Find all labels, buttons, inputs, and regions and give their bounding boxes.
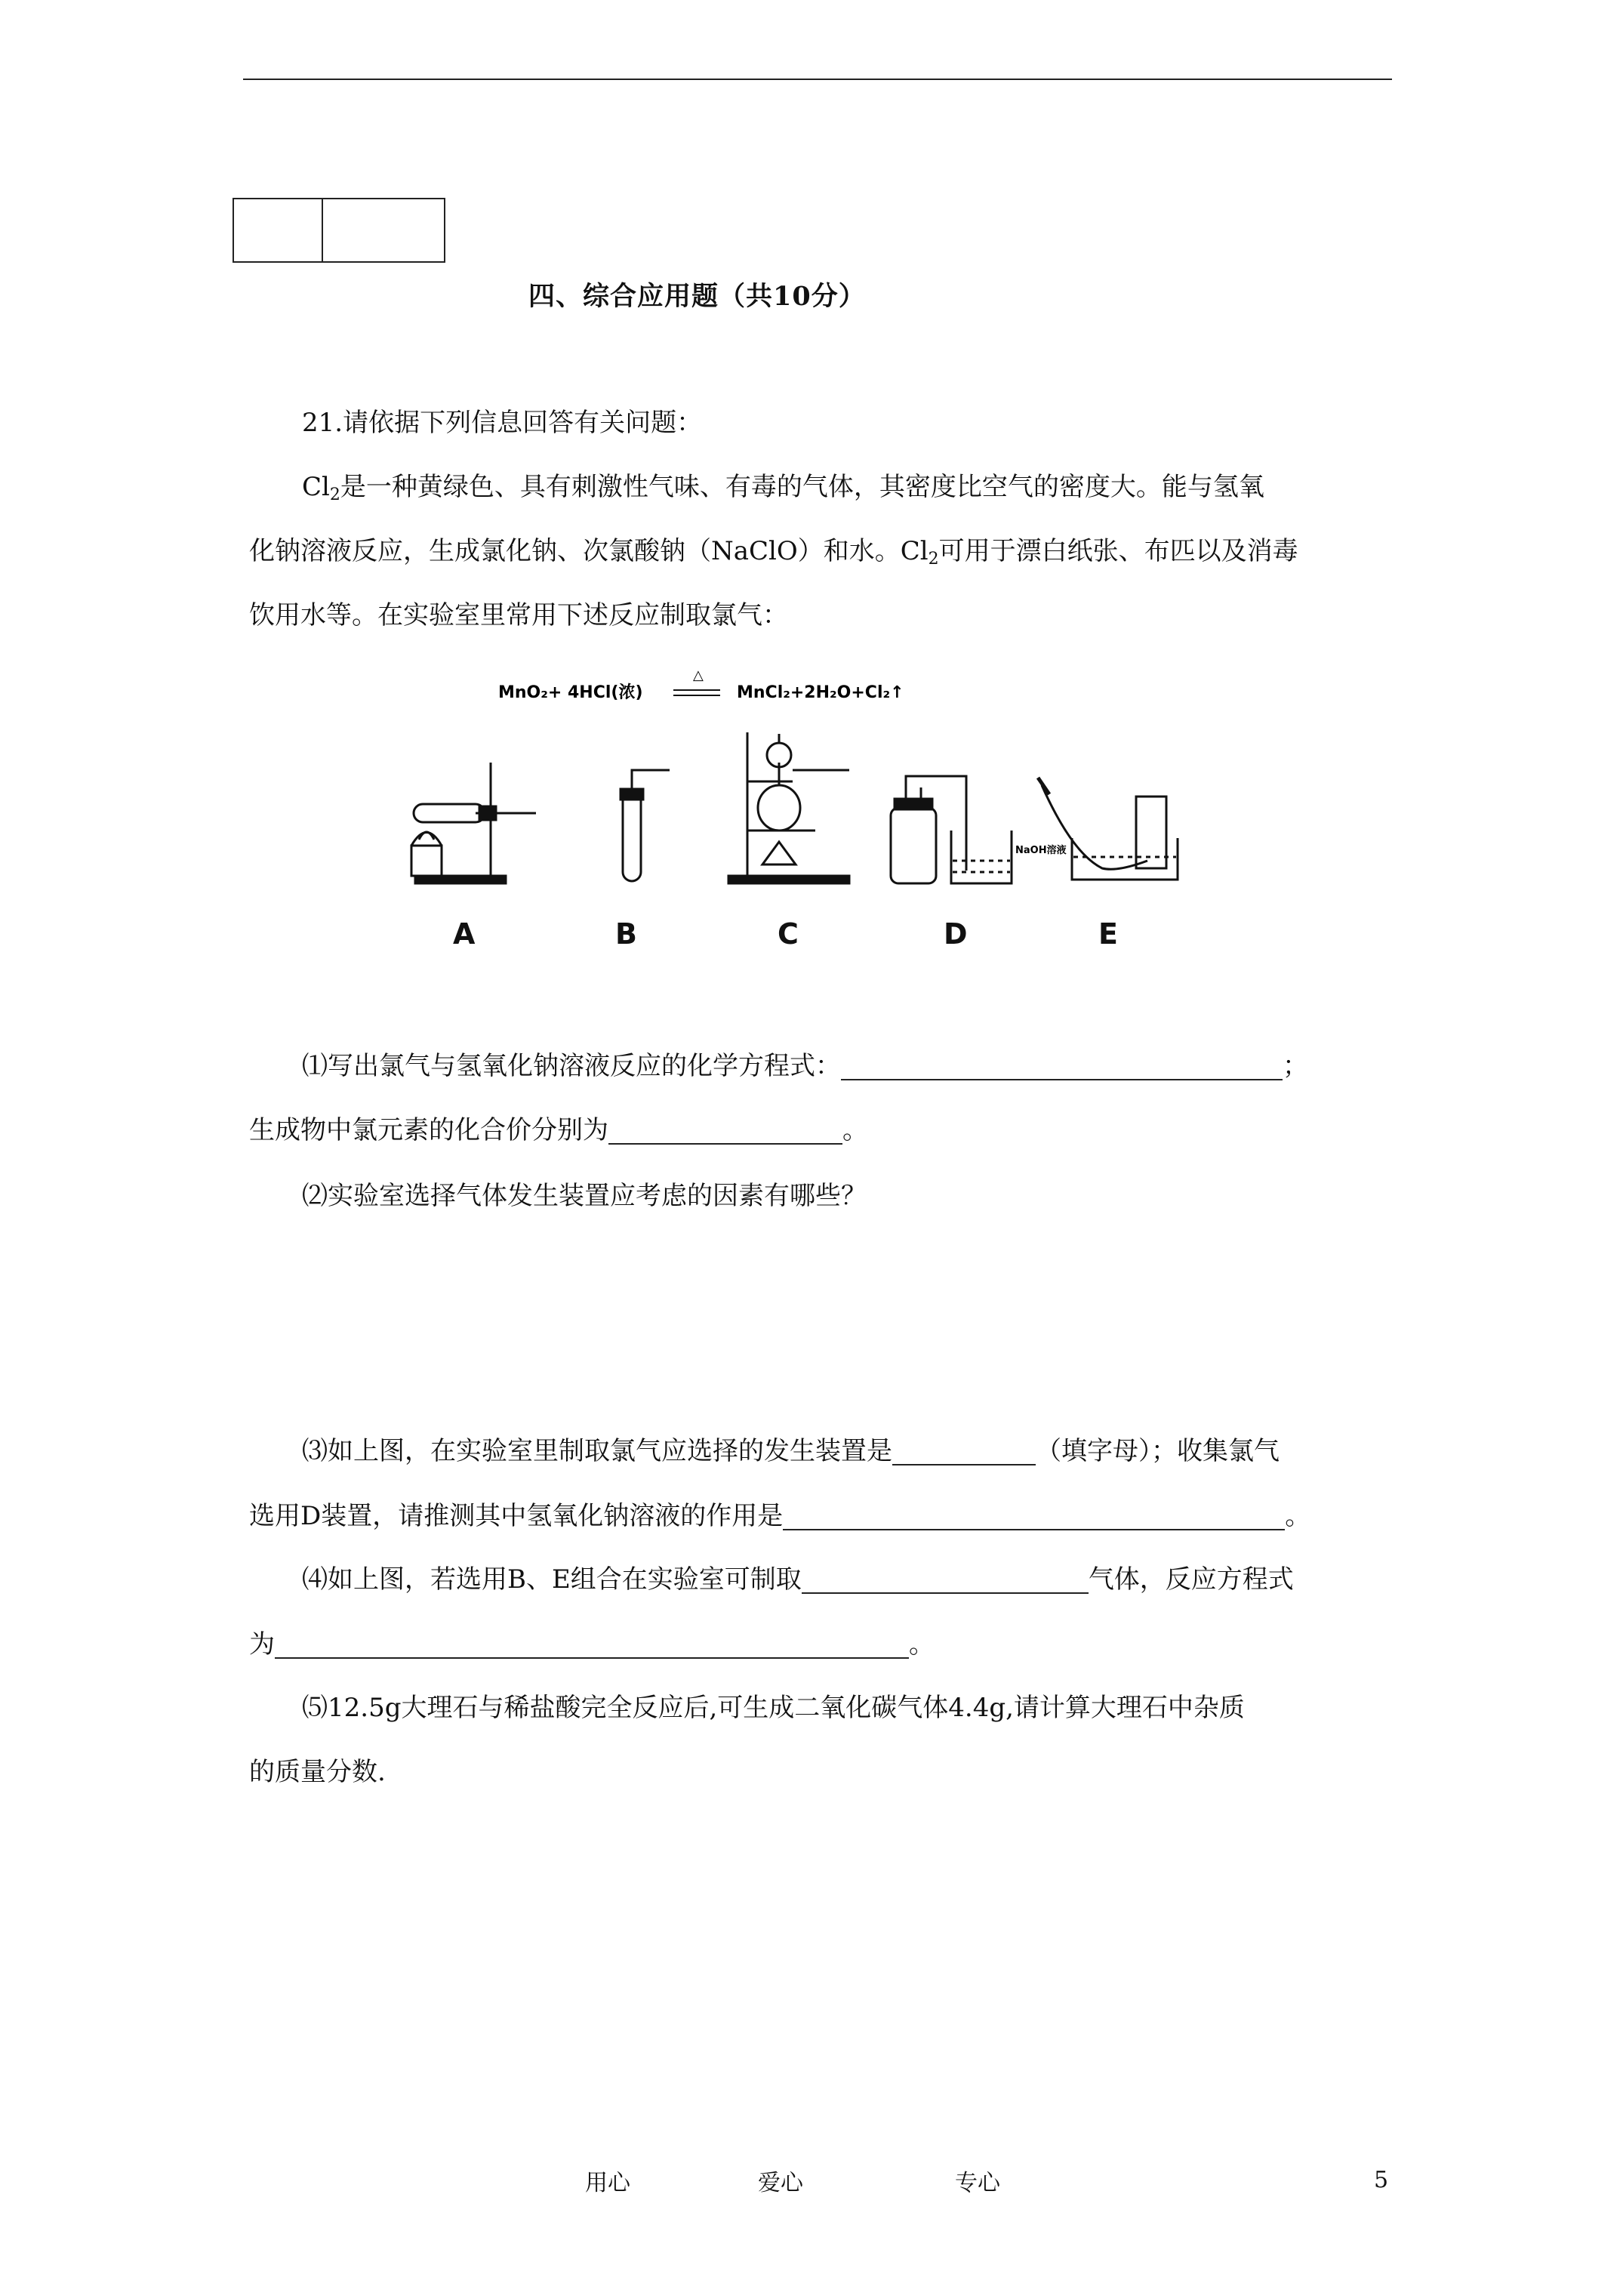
page-number: 5 (1374, 2167, 1389, 2193)
answer-blank[interactable] (802, 1567, 1089, 1594)
q2-line: ⑵实验室选择气体发生装置应考虑的因素有哪些？ (302, 1181, 867, 1211)
question-intro: 21.请依据下列信息回答有关问题： (302, 408, 703, 438)
header-rule (243, 79, 1392, 80)
apparatus-a (411, 763, 536, 883)
apparatus-c (728, 732, 849, 883)
question-text: 气体，反应方程式 (1088, 1564, 1294, 1595)
text-segment: 化钠溶液反应，生成氯化钠、次氯酸钠（NaClO）和水。Cl (249, 536, 929, 566)
q5-line1: ⑸12.5g大理石与稀盐酸完全反应后,可生成二氧化碳气体4.4g,请计算大理石中杂质 (302, 1693, 1245, 1723)
text-segment: Cl (302, 472, 330, 502)
footer-left: 用心 (585, 2170, 630, 2196)
question-text: ⑷如上图，若选用B、E组合在实验室可制取 (302, 1564, 802, 1595)
q4-line1 (302, 1563, 1294, 1596)
footer-right: 专心 (955, 2170, 1000, 2196)
punctuation: 。 (909, 1629, 935, 1660)
q1-line1 (302, 1049, 1308, 1083)
section-title: 四、综合应用题（共10分） (528, 281, 866, 312)
q4-line2 (249, 1628, 935, 1661)
naoh-label: NaOH溶液 (1015, 845, 1067, 856)
answer-blank[interactable] (841, 1053, 1283, 1080)
question-text: 选用D装置，请推测其中氢氧化钠溶液的作用是 (249, 1501, 784, 1531)
apparatus-label-e: E (1098, 917, 1118, 951)
question-text: ⑶如上图，在实验室里制取氯气应选择的发生装置是 (302, 1436, 892, 1466)
para1-line1 (302, 470, 1264, 504)
q1-line2 (249, 1114, 868, 1147)
punctuation: 。 (842, 1115, 868, 1145)
answer-blank[interactable] (783, 1503, 1285, 1530)
chemical-equation (498, 664, 951, 710)
apparatus-b (621, 770, 670, 881)
answer-blank[interactable] (608, 1117, 842, 1145)
apparatus-e (1038, 778, 1178, 880)
score-box (233, 198, 445, 263)
question-text: 生成物中氯元素的化合价分别为 (249, 1115, 608, 1145)
equation-rhs: MnCl₂+2H₂O+Cl₂↑ (737, 683, 904, 702)
text-segment: 是一种黄绿色、具有刺激性气味、有毒的气体，其密度比空气的密度大。能与氢氧 (340, 472, 1264, 502)
question-text: （填字母）；收集氯气 (1036, 1436, 1280, 1466)
para1-line3: 饮用水等。在实验室里常用下述反应制取氯气： (249, 600, 788, 630)
question-text: ⑴写出氯气与氢氧化钠溶液反应的化学方程式： (302, 1051, 841, 1081)
subscript: 2 (329, 485, 340, 504)
score-box-divider (322, 199, 323, 261)
q3-line2 (249, 1499, 1310, 1533)
answer-blank[interactable] (275, 1632, 909, 1659)
heat-symbol: △ (693, 667, 704, 683)
apparatus-label-a: A (453, 917, 476, 951)
subscript: 2 (928, 550, 939, 569)
q3-line1 (302, 1435, 1280, 1468)
apparatus-label-d: D (944, 917, 968, 951)
equation-lhs: MnO₂+ 4HCl(浓) (498, 683, 643, 702)
para1-line2 (249, 535, 1298, 568)
apparatus-figure (393, 725, 1253, 966)
punctuation: 。 (1285, 1501, 1311, 1531)
footer-middle: 爱心 (758, 2170, 803, 2196)
apparatus-d (891, 776, 1012, 883)
answer-blank[interactable] (892, 1438, 1036, 1465)
q5-line2: 的质量分数. (249, 1757, 386, 1787)
text-segment: 可用于漂白纸张、布匹以及消毒 (938, 536, 1298, 566)
apparatus-label-b: B (615, 917, 637, 951)
punctuation: ； (1283, 1051, 1308, 1081)
apparatus-label-c: C (778, 917, 799, 951)
question-text: 为 (249, 1629, 275, 1660)
